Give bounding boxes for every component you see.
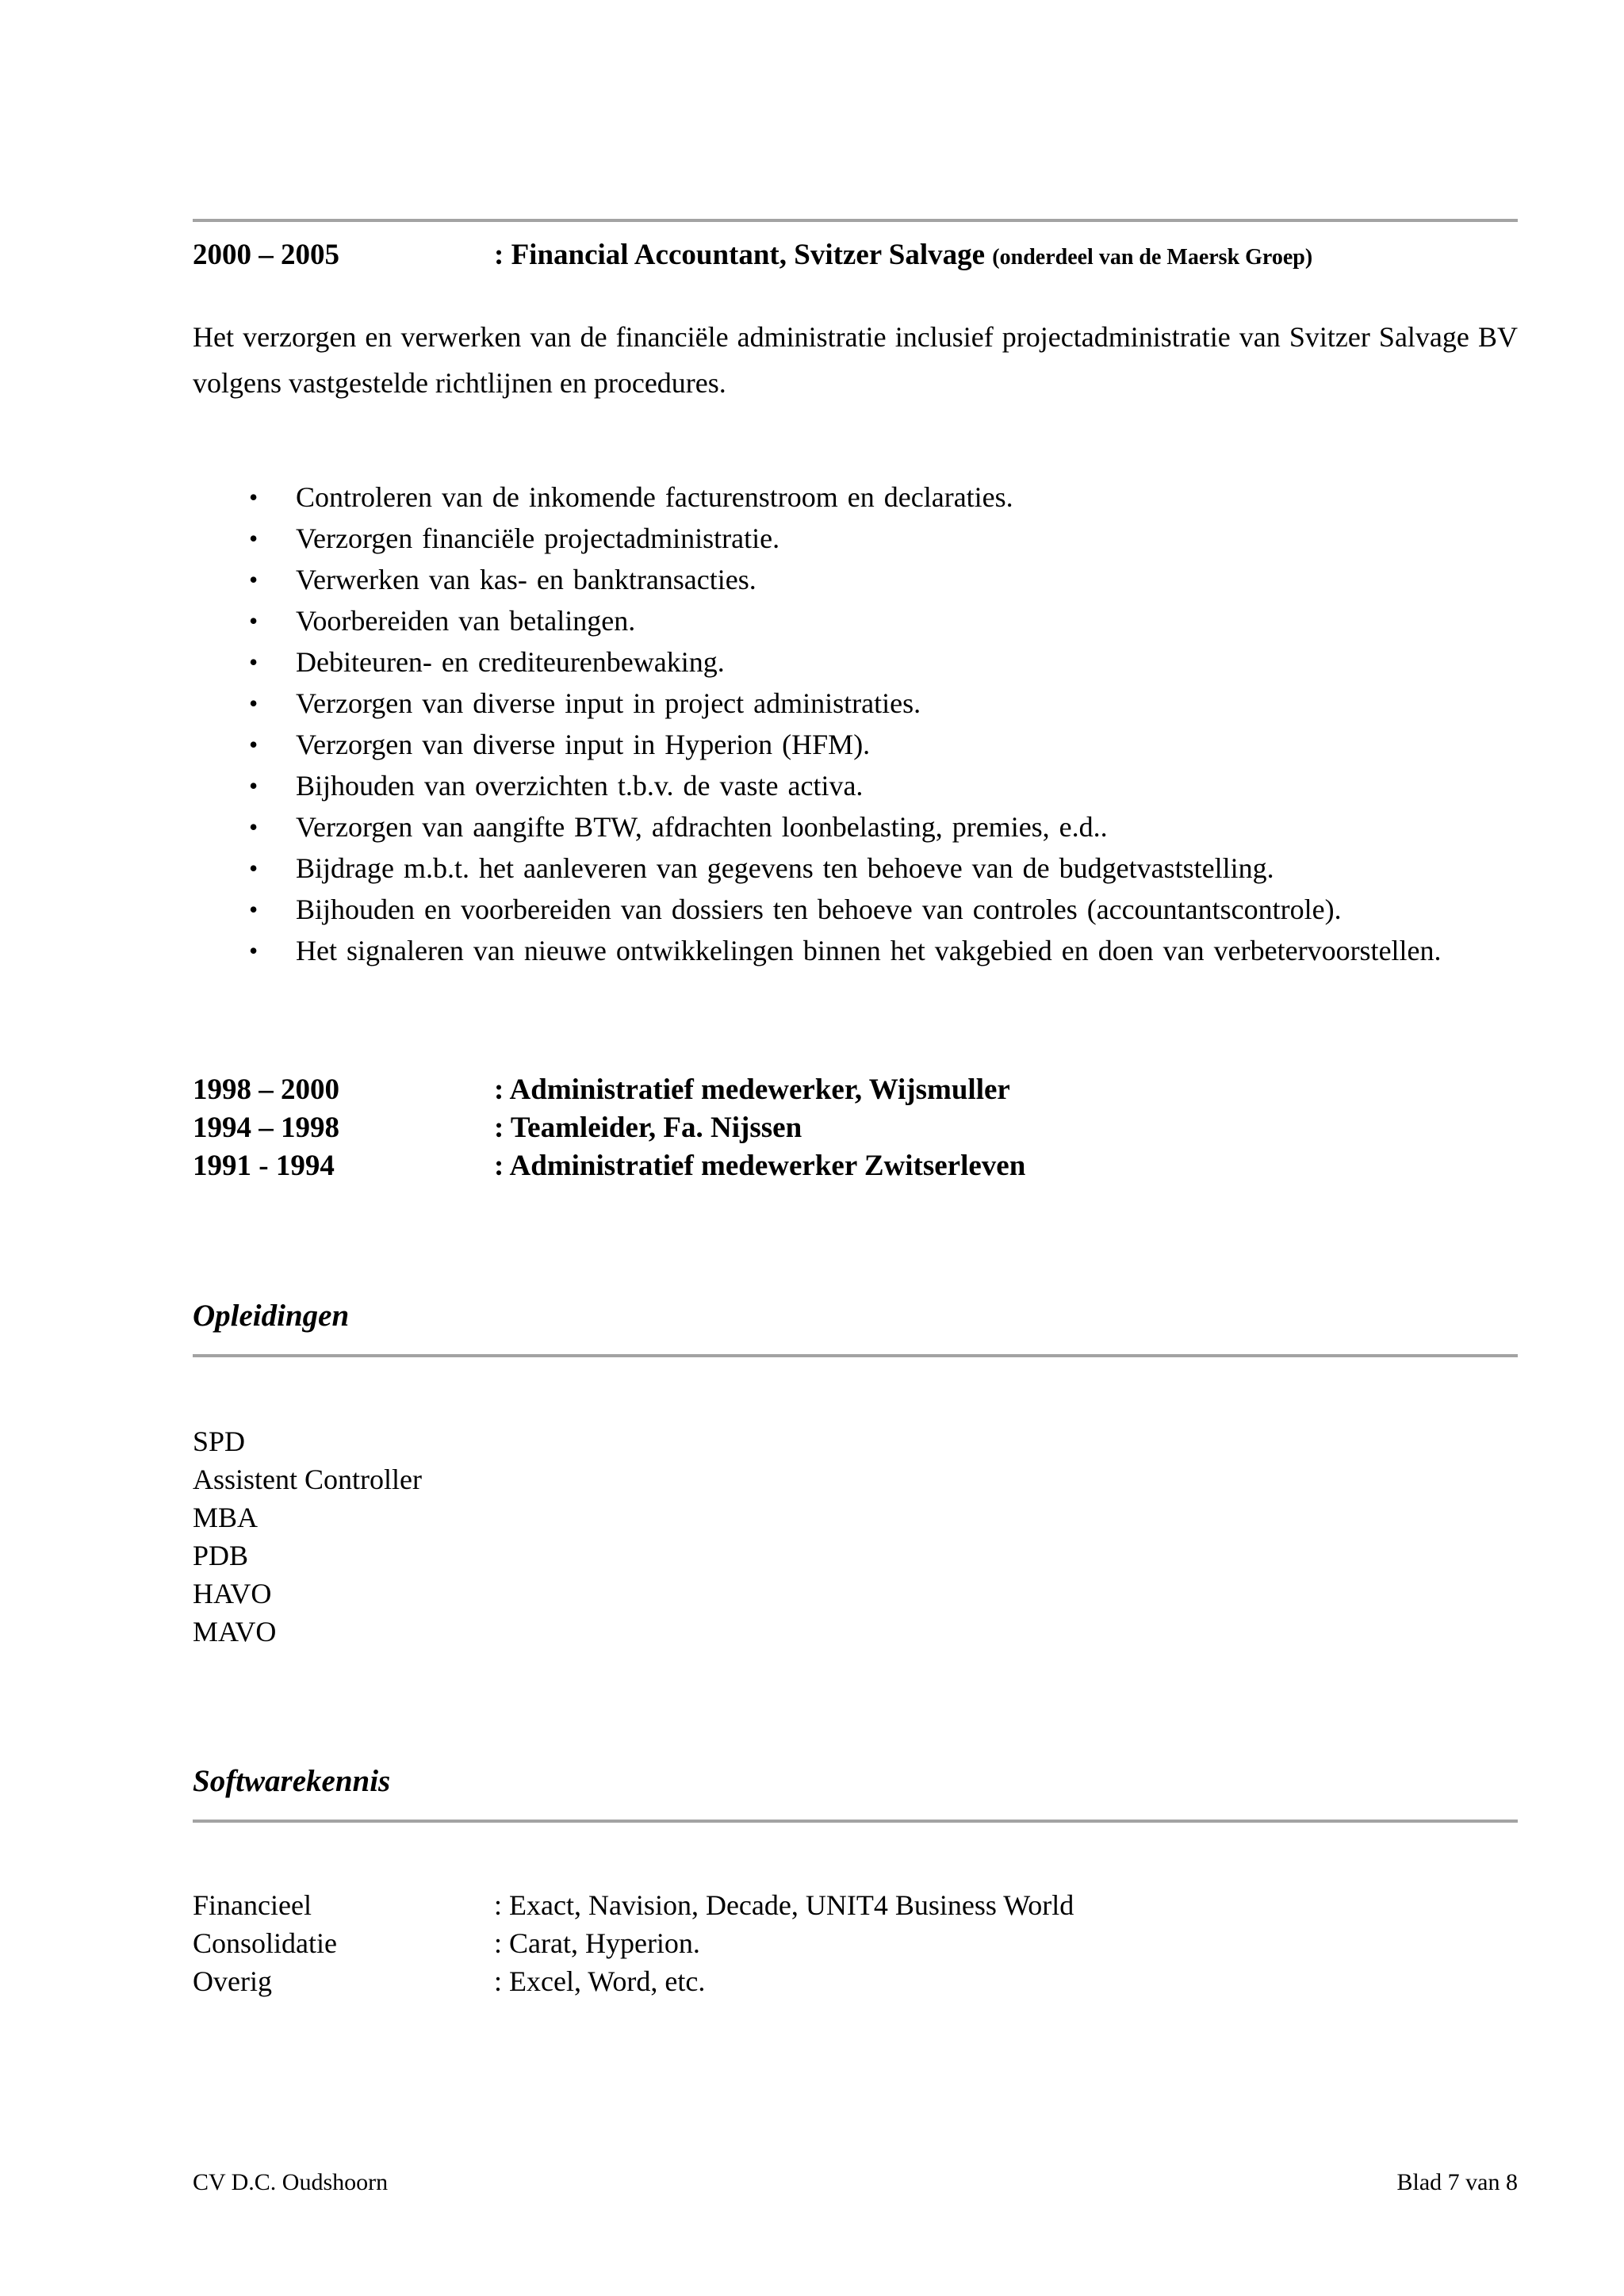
task-text: Verzorgen van diverse input in Hyperion (HFM).	[296, 728, 871, 760]
task-item	[193, 765, 1518, 806]
job-title-main: : Financial Accountant, Svitzer Salvage	[494, 239, 993, 271]
software-list	[193, 1886, 1518, 2000]
software-value: : Carat, Hyperion.	[494, 1927, 700, 1959]
task-item	[193, 848, 1518, 889]
software-category: Consolidatie	[193, 1927, 337, 1959]
education-item: HAVO	[193, 1577, 272, 1609]
role-title: : Administratief medewerker Zwitserleven	[494, 1149, 1026, 1182]
bullet-icon: •	[249, 894, 259, 924]
software-row	[193, 1886, 1518, 1924]
top-divider	[193, 219, 1518, 222]
bullet-icon: •	[249, 936, 259, 965]
task-text: Bijhouden van overzichten t.b.v. de vaste activa.	[296, 769, 864, 802]
footer-author: CV D.C. Oudshoorn	[193, 2169, 389, 2195]
software-heading: Softwarekennis	[193, 1763, 391, 1798]
task-text: Bijdrage m.b.t. het aanleveren van gegevens ten behoeve van de budgetvaststelling.	[296, 851, 1274, 884]
education-item: SPD	[193, 1425, 246, 1457]
task-text: Het signaleren van nieuwe ontwikkelingen binnen het vakgebied en doen van verbetervoorstellen.	[296, 934, 1442, 966]
education-list	[193, 1422, 1518, 1651]
role-period: 1998 – 2000	[193, 1073, 339, 1106]
job-title-suffix: (onderdeel van de Maersk Groep)	[992, 245, 1313, 270]
job-title	[494, 236, 1312, 274]
bullet-icon: •	[249, 771, 259, 800]
education-item: MAVO	[193, 1615, 277, 1647]
task-item	[193, 641, 1518, 683]
task-item	[193, 559, 1518, 600]
task-text: Verzorgen van diverse input in project administraties.	[296, 687, 921, 719]
role-row	[193, 1147, 1518, 1185]
role-title: : Teamleider, Fa. Nijssen	[494, 1111, 802, 1144]
task-list	[193, 476, 1518, 971]
task-item	[193, 683, 1518, 724]
task-item	[193, 476, 1518, 518]
education-item: Assistent Controller	[193, 1463, 422, 1495]
bullet-icon: •	[249, 729, 259, 759]
task-text: Voorbereiden van betalingen.	[296, 604, 636, 637]
software-row	[193, 1924, 1518, 1962]
bullet-icon: •	[249, 482, 259, 511]
bullet-icon: •	[249, 564, 259, 594]
software-row	[193, 1962, 1518, 2000]
task-text: Verwerken van kas- en banktransacties.	[296, 563, 756, 595]
task-text: Verzorgen van aangifte BTW, afdrachten loonbelasting, premies, e.d..	[296, 810, 1108, 843]
task-item	[193, 518, 1518, 559]
education-divider	[193, 1354, 1518, 1357]
software-category: Financieel	[193, 1888, 312, 1921]
job-period: 2000 – 2005	[193, 239, 339, 271]
education-item: MBA	[193, 1501, 259, 1533]
software-value: : Excel, Word, etc.	[494, 1965, 706, 1997]
bullet-icon: •	[249, 647, 259, 676]
task-item	[193, 806, 1518, 848]
job-header	[193, 236, 1518, 274]
task-text: Controleren van de inkomende facturenstroom en declaraties.	[296, 480, 1013, 513]
page-footer	[193, 2169, 1518, 2196]
role-period: 1991 - 1994	[193, 1149, 335, 1182]
software-value: : Exact, Navision, Decade, UNIT4 Business World	[494, 1888, 1074, 1921]
task-text: Debiteuren- en crediteurenbewaking.	[296, 645, 725, 678]
role-title: : Administratief medewerker, Wijsmuller	[494, 1073, 1010, 1106]
previous-roles	[193, 1071, 1518, 1185]
bullet-icon: •	[249, 606, 259, 635]
bullet-icon: •	[249, 688, 259, 718]
task-text: Bijhouden en voorbereiden van dossiers ten behoeve van controles (accountantscontrole).	[296, 893, 1342, 925]
bullet-icon: •	[249, 812, 259, 841]
education-item: PDB	[193, 1539, 249, 1571]
education-heading: Opleidingen	[193, 1298, 350, 1333]
role-period: 1994 – 1998	[193, 1111, 339, 1144]
task-text: Verzorgen financiële projectadministratie.	[296, 522, 780, 554]
software-divider	[193, 1820, 1518, 1823]
task-item	[193, 724, 1518, 765]
role-row	[193, 1109, 1518, 1147]
footer-page-number: Blad 7 van 8	[1396, 2169, 1518, 2195]
task-item	[193, 930, 1518, 971]
role-row	[193, 1071, 1518, 1109]
job-description: Het verzorgen en verwerken van de financiële administratie inclusief projectadministratie van Svitzer Salvage BV volgens vastgestelde richtlijnen en procedures.	[193, 321, 1518, 400]
software-category: Overig	[193, 1965, 272, 1997]
task-item	[193, 889, 1518, 930]
bullet-icon: •	[249, 853, 259, 882]
task-item	[193, 600, 1518, 641]
bullet-icon: •	[249, 523, 259, 553]
